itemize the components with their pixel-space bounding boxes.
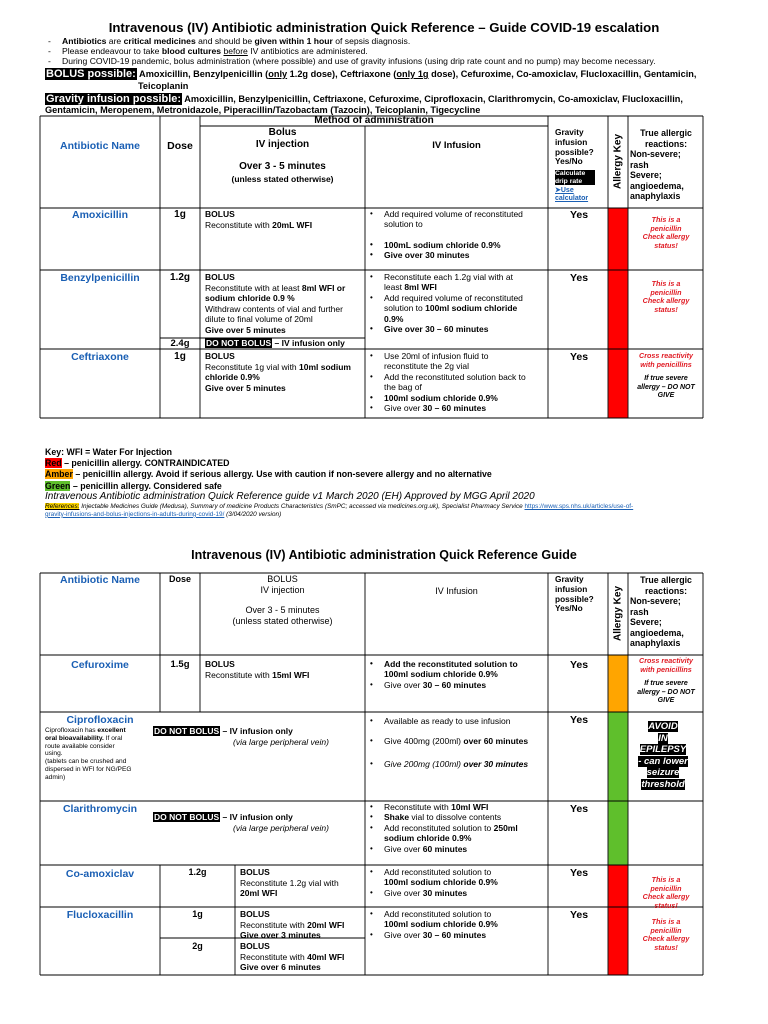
calculate-drip-rate-label: Calculate drip rate — [555, 170, 595, 185]
allergy-key-header: Allergy Key — [612, 585, 624, 642]
allergy-key-header: Allergy Key — [612, 133, 624, 190]
drug-cefuroxime: Cefuroxime — [71, 659, 129, 671]
bullet-cultures: - Please endeavour to take blood cultures before IV antibiotics are administered. — [62, 46, 368, 56]
bullet-covid: - During COVID-19 pandemic, bolus administration (where possible) and use of gravity infusions (using drip rate count and no pump) may become necessary. — [62, 56, 656, 66]
header-infusion: IV Infusion — [435, 586, 478, 596]
gravity-yes: Yes — [570, 209, 589, 221]
header-bolus: Bolus IV injection Over 3 - 5 minutes (unless stated otherwise) — [231, 127, 334, 184]
gravity-yes: Yes — [570, 803, 589, 815]
penicillin-alert: This is a penicillin Check allergy status! — [642, 917, 690, 952]
key-section: Key: WFI = Water For Injection Red – penicillin allergy. CONTRAINDICATED Amber – penicillin allergy. Avoid if serious allergy. Use with caution if non-severe allergy and no alternative Green – penicillin allergy. Considered safe — [45, 447, 492, 491]
header-bolus: BOLUS IV injection Over 3 - 5 minutes (unless stated otherwise) — [232, 574, 333, 626]
do-not-bolus: DO NOT BOLUS – IV infusion only — [154, 812, 293, 822]
infusion-cell: • Add reconstituted solution to 100ml sodium chloride 0.9% • Give over 30 – 60 minutes — [368, 909, 546, 940]
penicillin-alert: This is a penicillin Check allergy status! — [642, 875, 690, 910]
cross-reactivity-note: Cross reactivity with penicillins If true severe allergy – DO NOT GIVE — [637, 656, 695, 705]
infusion-cell: • Add the reconstituted solution to 100ml sodium chloride 0.9% • Give over 30 – 60 minutes — [368, 659, 546, 690]
bolus-cell: BOLUS Reconstitute 1.2g vial with 20ml WFI — [240, 867, 339, 898]
header-gravity: Gravity infusion possible? Yes/No — [555, 574, 594, 614]
table2-title: Intravenous (IV) Antibiotic administration Quick Reference Guide — [191, 548, 577, 562]
bolus-cell: BOLUS Reconstitute with 15ml WFI — [205, 659, 310, 680]
infusion-cell: • Use 20ml of infusion fluid to reconstitute the 2g vial • Add the reconstituted solution back to the bag of • 100ml sodium chloride 0.9% • Give over 30 – 60 minutes — [368, 351, 546, 413]
do-not-bolus: DO NOT BOLUS – IV infusion only — [154, 726, 293, 736]
infusion-cell: • Reconstitute each 1.2g vial with at least 8ml WFI • Add required volume of reconstituted solution to 100ml sodium chloride 0.9% • Give over 30 – 60 minutes — [368, 272, 546, 334]
drug-flucloxacillin: Flucloxacillin — [66, 909, 134, 921]
via-peripheral-vein: (via large peripheral vein) — [233, 737, 329, 747]
page-title: Intravenous (IV) Antibiotic administration Quick Reference – Guide COVID-19 escalation — [108, 20, 660, 35]
header-antibiotic: Antibiotic Name — [60, 574, 140, 586]
header-dose: Dose — [167, 140, 193, 152]
infusion-cell: • Available as ready to use infusion • Give 400mg (200ml) over 60 minutes • Give 200mg (100ml) over 30 minutes — [368, 716, 546, 769]
header-gravity: Gravity infusion possible? Yes/No — [555, 127, 594, 167]
drug-amoxicillin: Amoxicillin — [71, 209, 128, 221]
dose: 2g — [192, 941, 203, 951]
via-peripheral-vein: (via large peripheral vein) — [233, 823, 329, 833]
dose: 1.5g — [170, 659, 190, 670]
dose: 1g — [174, 351, 186, 362]
header-antibiotic: Antibiotic Name — [60, 140, 140, 152]
gravity-yes: Yes — [570, 659, 589, 671]
gravity-yes: Yes — [570, 714, 589, 726]
gravity-yes: Yes — [570, 867, 589, 879]
dose: 2.4g — [170, 338, 190, 349]
bolus-cell: BOLUS Reconstitute with 40ml WFI Give over 6 minutes — [240, 941, 345, 972]
true-allergic-header: True allergic reactions: Non-severe; rash Severe; angioedema, anaphylaxis — [630, 128, 692, 201]
header-infusion: IV Infusion — [432, 140, 481, 151]
dose: 1g — [192, 909, 203, 919]
bolus-cell: BOLUS Reconstitute with 20mL WFI — [205, 209, 313, 230]
infusion-cell: • Reconstitute with 10ml WFI • Shake vial to dissolve contents • Add reconstituted solution to 250ml sodium chloride 0.9% • Give over 60 minutes — [368, 802, 546, 854]
drug-benzylpenicillin: Benzylpenicillin — [60, 272, 140, 284]
use-calculator-link[interactable]: ➤Use calculator — [555, 187, 589, 202]
drug-ciprofloxacin: Ciprofloxacin — [66, 714, 134, 726]
penicillin-alert: This is a penicillin Check allergy status! — [642, 215, 690, 250]
drug-clarithromycin: Clarithromycin — [62, 803, 138, 815]
references: References: Injectable Medicines Guide (Medusa), Summary of medicine Products Characteristics (SmPC; accessed via medicines.org.uk), Specialist Pharmacy Service https://www.sps.nhs.uk/articles/use-of- gravity-infusions-and-bolus-injections-in-adults-during-covid-19/ (3/04/2020 version) — [45, 503, 634, 518]
dose: 1.2g — [188, 867, 207, 877]
drug-ceftriaxone: Ceftriaxone — [71, 351, 129, 363]
penicillin-alert: This is a penicillin Check allergy status! — [642, 279, 690, 314]
bolus-cell: BOLUS Reconstitute with at least 8ml WFI or sodium chloride 0.9 % Withdraw contents of vial and further dilute to final volume of 20ml Give over 5 minutes — [205, 272, 346, 335]
do-not-bolus: DO NOT BOLUS – IV infusion only — [206, 338, 345, 348]
bullet-critical: - Antibiotics are critical medicines and should be given within 1 hour of sepsis diagnosis. — [62, 36, 410, 46]
gravity-yes: Yes — [570, 909, 589, 921]
reference-link[interactable]: https://www.sps.nhs.uk/articles/use-of- gravity-infusions-and-bolus-injections-in-adults-during-covid-19/ — [45, 503, 634, 518]
bolus-cell: BOLUS Reconstitute 1g vial with 10ml sodium chloride 0.9% Give over 5 minutes — [205, 351, 351, 393]
approval-line: Intravenous Antibiotic administration Quick Reference guide v1 March 2020 (EH) Approved by MGG April 2020 — [45, 491, 535, 502]
infusion-cell: • Add required volume of reconstituted solution to • 100mL sodium chloride 0.9% • Give over 30 minutes — [368, 209, 546, 261]
dose: 1g — [174, 209, 186, 220]
gravity-yes: Yes — [570, 272, 589, 284]
epilepsy-warning: AVOID IN EPILEPSY - can lower seizure threshold — [638, 721, 688, 790]
true-allergic-header: True allergic reactions: Non-severe; rash Severe; angioedema, anaphylaxis — [630, 575, 692, 648]
header-dose: Dose — [168, 574, 191, 584]
bolus-cell: BOLUS Reconstitute with 20ml WFI Give over 3 minutes — [240, 909, 345, 940]
bolus-possible-banner: BOLUS possible: Amoxicillin, Benzylpenicillin (only 1.2g dose), Ceftriaxone (only 1g dose), Cefuroxime, Co-amoxiclav, Flucloxacillin, Gentamicin, — [46, 68, 697, 80]
cross-reactivity-note: Cross reactivity with penicillins If true severe allergy – DO NOT GIVE — [637, 351, 695, 400]
oral-bioavailability-note: Ciprofloxacin has excellent oral bioavailability. If oral route available consider using. (tablets can be crushed and dispersed in WFI for NG/PEG admin) — [45, 727, 132, 781]
bolus-banner-line2: Teicoplanin — [138, 81, 189, 91]
gravity-possible-banner: Gravity infusion possible: Amoxicillin, Benzylpenicillin, Ceftriaxone, Cefuroxime, Ciprofloxacin, Clarithromycin, Co-amoxiclav, Flucloxacillin, — [46, 93, 683, 105]
method-header: Method of administration — [314, 115, 434, 126]
gravity-banner-line2: Gentamicin, Meropenem, Metronidazole, Piperacillin/Tazobactam (Tazocin), Teicoplanin, Tigecycline — [45, 105, 481, 115]
gravity-yes: Yes — [570, 351, 589, 363]
dose: 1.2g — [169, 272, 190, 283]
drug-co-amoxiclav: Co-amoxiclav — [65, 868, 135, 880]
arrow-icon: ➤ — [555, 187, 561, 194]
infusion-cell: • Add reconstituted solution to 100ml sodium chloride 0.9% • Give over 30 minutes — [368, 867, 546, 898]
